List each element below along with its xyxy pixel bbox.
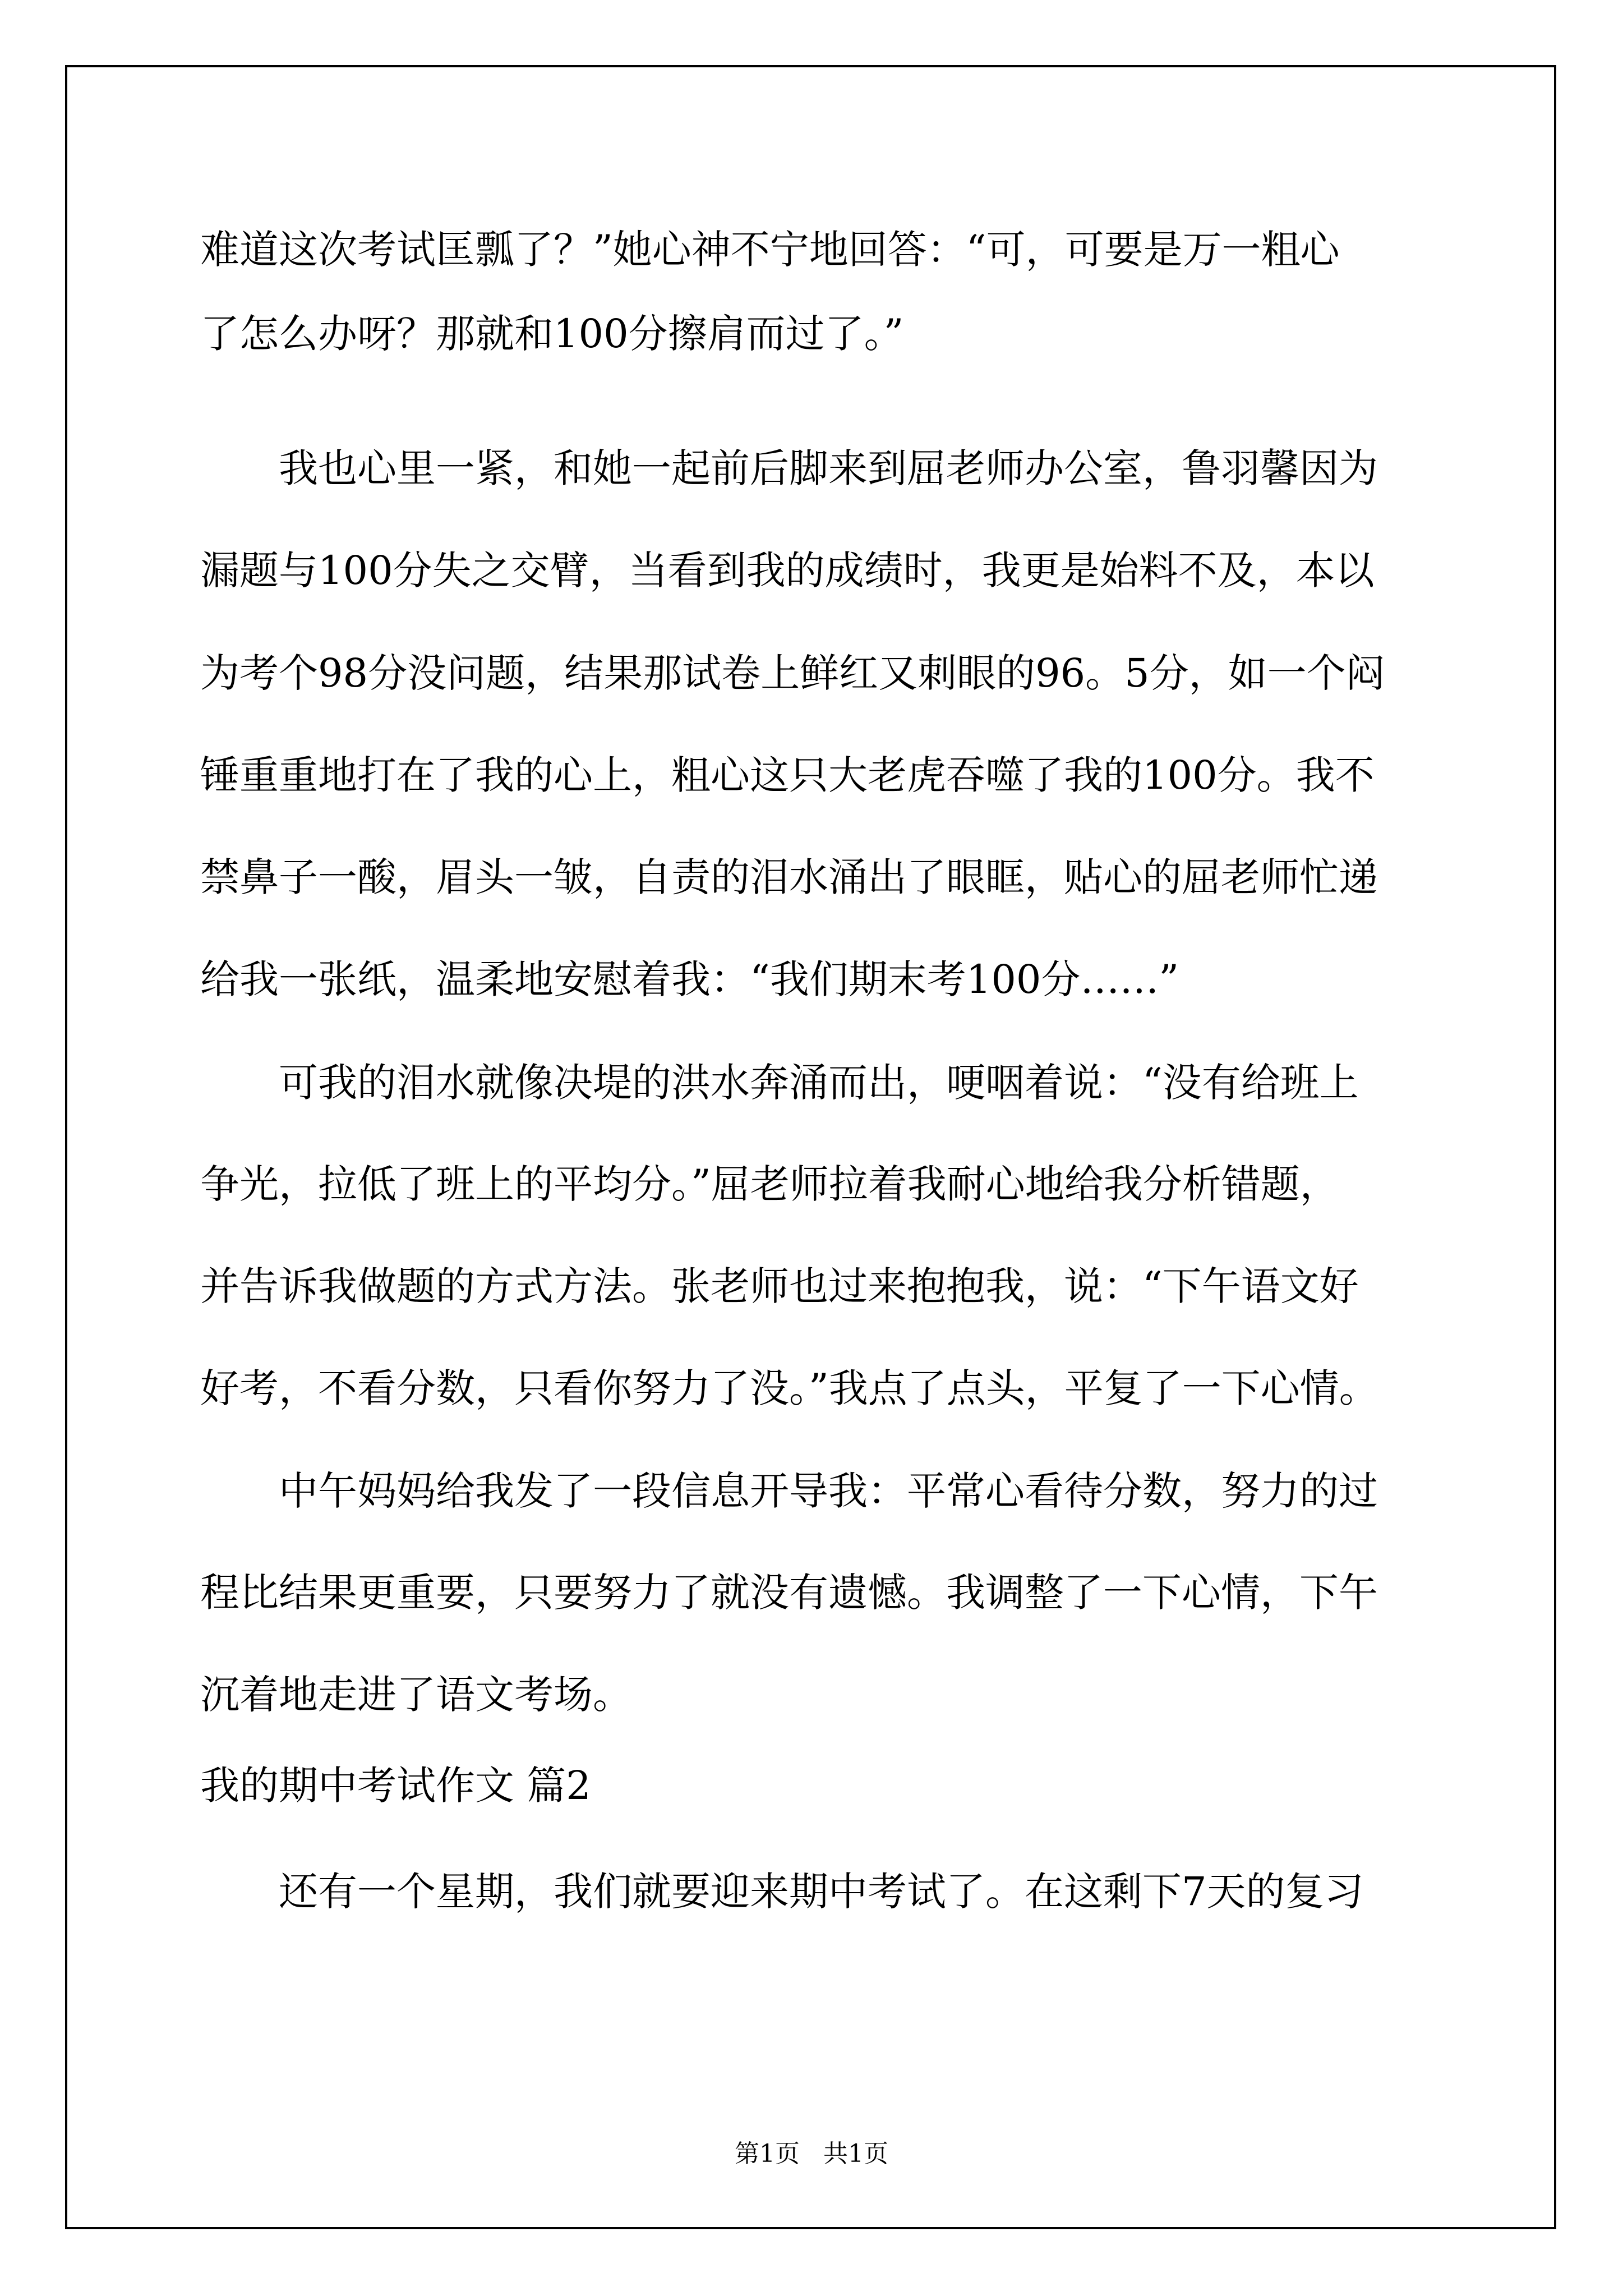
text-line: 漏题与100分失之交臂，当看到我的成绩时，我更是始料不及，本以 — [200, 547, 1375, 593]
text-line: 了怎么办呀？那就和100分擦肩而过了。” — [200, 311, 904, 357]
section-heading: 我的期中考试作文 篇2 — [200, 1763, 591, 1809]
paragraph-start-line: 可我的泪水就像决堤的洪水奔涌而出，哽咽着说：“没有给班上 — [279, 1060, 1359, 1106]
paragraph-start-line: 还有一个星期，我们就要迎来期中考试了。在这剩下7天的复习 — [279, 1869, 1364, 1915]
text-line: 争光，拉低了班上的平均分。”屈老师拉着我耐心地给我分析错题， — [200, 1161, 1339, 1207]
text-line: 沉着地走进了语文考场。 — [200, 1672, 632, 1718]
text-line: 禁鼻子一酸，眉头一皱，自责的泪水涌出了眼眶，贴心的屈老师忙递 — [200, 854, 1378, 900]
text-line: 给我一张纸，温柔地安慰着我：“我们期末考100分……” — [200, 956, 1179, 1002]
text-line: 为考个98分没问题，结果那试卷上鲜红又刺眼的96。5分，如一个闷 — [200, 650, 1385, 696]
text-line: 锤重重地打在了我的心上，粗心这只大老虎吞噬了我的100分。我不 — [200, 752, 1375, 798]
page-footer: 第1页 共1页 — [735, 2139, 888, 2168]
text-line: 好考，不看分数，只看你努力了没。”我点了点头，平复了一下心情。 — [200, 1365, 1378, 1411]
text-line: 并告诉我做题的方式方法。张老师也过来抱抱我，说：“下午语文好 — [200, 1263, 1359, 1309]
paragraph-start-line: 中午妈妈给我发了一段信息开导我：平常心看待分数，努力的过 — [279, 1468, 1378, 1514]
paragraph-start-line: 我也心里一紧，和她一起前后脚来到屈老师办公室，鲁羽馨因为 — [279, 445, 1378, 491]
text-line: 程比结果更重要，只要努力了就没有遗憾。我调整了一下心情，下午 — [200, 1570, 1378, 1616]
text-line: 难道这次考试匡瓢了？”她心神不宁地回答：“可，可要是万一粗心 — [200, 227, 1340, 273]
